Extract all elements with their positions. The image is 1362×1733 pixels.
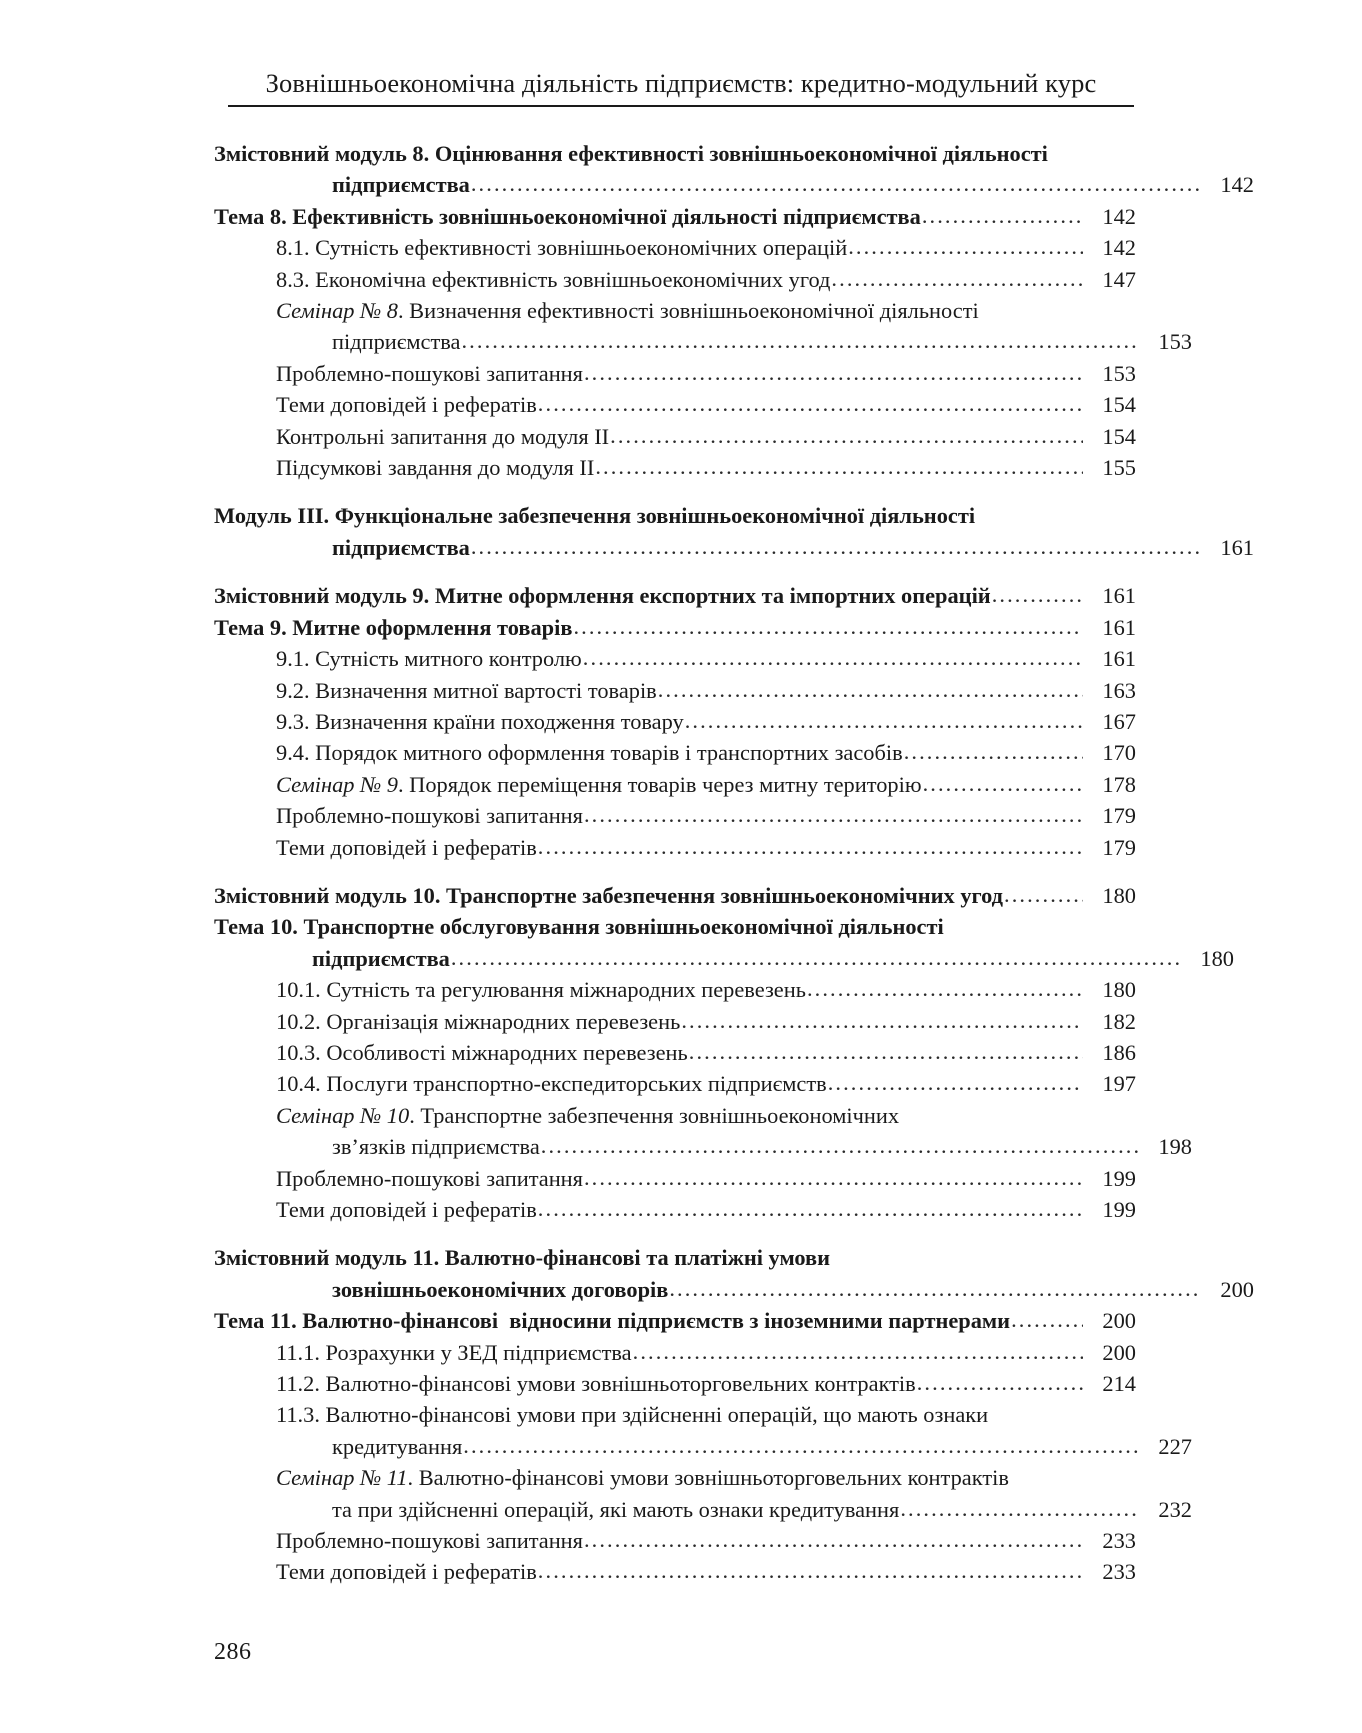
dot-leader	[922, 200, 1083, 231]
table-of-contents	[214, 138, 1254, 1588]
toc-entry-title: Тема 10. Транспортне обслуговування зовнішньоекономічної діяльності	[214, 914, 944, 940]
toc-entry-title	[276, 1462, 1009, 1493]
toc-entry-row	[276, 974, 1136, 1005]
page-folio-number: 286	[214, 1639, 252, 1665]
toc-page-number: 182	[1102, 1008, 1136, 1034]
dot-leader	[900, 1493, 1139, 1524]
header-divider-rule	[228, 105, 1134, 107]
toc-entry-row-continued	[214, 532, 1254, 563]
toc-entry-title-continued: підприємства	[312, 945, 450, 971]
toc-entry[interactable]	[214, 800, 1136, 831]
toc-page-number: 227	[1158, 1433, 1192, 1459]
toc-entry[interactable]	[214, 1006, 1136, 1037]
toc-entry-title: 11.2. Валютно-фінансові умови зовнішньоторговельних контрактів	[276, 1371, 916, 1397]
toc-entry-row-continued	[214, 1274, 1254, 1305]
toc-page-number: 167	[1102, 708, 1136, 734]
toc-entry-row	[276, 1399, 1136, 1430]
seminar-title: . Транспортне забезпечення зовнішньоекономічних	[409, 1102, 900, 1128]
toc-entry-row	[214, 612, 1136, 643]
toc-entry[interactable]	[214, 1525, 1136, 1556]
dot-leader	[584, 1162, 1083, 1193]
toc-entry-title: 10.2. Організація міжнародних перевезень	[276, 1008, 681, 1034]
dot-leader	[573, 611, 1083, 642]
toc-entry-title: Тема 8. Ефективність зовнішньоекономічної діяльності підприємства	[214, 203, 921, 229]
toc-entry-title: Тема 11. Валютно-фінансові відносини підприємств з іноземними партнерами	[214, 1308, 1011, 1334]
dot-leader	[828, 1067, 1083, 1098]
toc-entry-row	[276, 1556, 1136, 1587]
toc-entry-row	[276, 1337, 1136, 1368]
running-header: Зовнішньоекономічна діяльність підприємств: кредитно-модульний курс	[265, 68, 1097, 98]
toc-entry-row	[276, 675, 1136, 706]
toc-entry-title: Тема 9. Митне оформлення товарів	[214, 614, 573, 640]
toc-entry-row-continued	[276, 1494, 1192, 1525]
toc-entry-row	[276, 358, 1136, 389]
toc-entry-row	[276, 232, 1136, 263]
dot-leader	[807, 973, 1083, 1004]
dot-leader	[992, 579, 1083, 610]
toc-entry-title-continued: зв’язків підприємства	[332, 1134, 540, 1160]
toc-page-number: 147	[1102, 266, 1136, 292]
dot-leader	[584, 357, 1083, 388]
toc-entry-title-continued: та при здійсненні операцій, які мають ознаки кредитування	[332, 1496, 900, 1522]
toc-entry[interactable]	[214, 264, 1136, 295]
dot-leader	[917, 1367, 1083, 1398]
toc-entry-title: Модуль III. Функціональне забезпечення зовнішньоекономічної діяльності	[214, 503, 976, 529]
toc-page-number: 186	[1102, 1039, 1136, 1065]
toc-page-number: 153	[1158, 329, 1192, 355]
toc-entry-row	[276, 643, 1136, 674]
toc-entry-row-continued	[214, 943, 1234, 974]
seminar-label: Семінар № 10	[276, 1102, 410, 1128]
toc-entry[interactable]	[214, 1462, 1192, 1525]
toc-page-number: 142	[1102, 235, 1136, 261]
toc-page-number: 155	[1102, 455, 1136, 481]
toc-entry-title-continued: підприємства	[332, 534, 470, 560]
toc-page-number: 179	[1102, 834, 1136, 860]
toc-entry-row	[214, 880, 1136, 911]
seminar-label: Семінар № 11	[276, 1465, 408, 1491]
dot-leader	[461, 325, 1139, 356]
toc-entry-row	[276, 452, 1136, 483]
toc-entry[interactable]	[214, 138, 1254, 201]
toc-page-number: 161	[1102, 646, 1136, 672]
dot-leader	[471, 168, 1201, 199]
toc-entry[interactable]	[214, 358, 1136, 389]
toc-entry[interactable]	[214, 201, 1136, 232]
toc-entry[interactable]	[214, 880, 1136, 911]
toc-page-number: 200	[1220, 1276, 1254, 1302]
dot-leader	[831, 263, 1083, 294]
toc-entry-row	[276, 421, 1136, 452]
toc-entry-title	[276, 769, 922, 800]
toc-entry[interactable]	[214, 580, 1136, 611]
toc-entry-title: 9.2. Визначення митної вартості товарів	[276, 677, 657, 703]
toc-entry[interactable]	[214, 706, 1136, 737]
toc-page-number: 232	[1158, 1496, 1192, 1522]
toc-page-number: 154	[1102, 423, 1136, 449]
dot-leader	[463, 1430, 1139, 1461]
toc-entry-title: Змістовний модуль 9. Митне оформлення експортних та імпортних операцій	[214, 583, 991, 609]
toc-entry-title-continued: підприємства	[332, 172, 470, 198]
toc-entry[interactable]	[214, 1556, 1136, 1587]
toc-group	[214, 1242, 1254, 1587]
toc-entry-title: 11.1. Розрахунки у ЗЕД підприємства	[276, 1339, 632, 1365]
toc-entry-row	[276, 1068, 1136, 1099]
toc-entry[interactable]	[214, 737, 1136, 768]
toc-page-number: 153	[1102, 360, 1136, 386]
toc-entry[interactable]	[214, 1242, 1254, 1305]
dot-leader	[584, 1524, 1083, 1555]
toc-entry-row-continued	[276, 1431, 1192, 1462]
toc-entry-title: Теми доповідей і рефератів	[276, 834, 537, 860]
toc-page-number: 199	[1102, 1165, 1136, 1191]
toc-entry-row	[276, 1525, 1136, 1556]
toc-entry[interactable]	[214, 769, 1136, 800]
dot-leader	[451, 942, 1181, 973]
toc-page-number: 170	[1102, 740, 1136, 766]
toc-entry-row	[214, 911, 1136, 942]
dot-leader	[610, 420, 1083, 451]
toc-entry[interactable]	[214, 1337, 1136, 1368]
toc-entry-row	[276, 737, 1136, 768]
toc-entry[interactable]	[214, 389, 1136, 420]
toc-entry-title: 11.3. Валютно-фінансові умови при здійсненні операцій, що мають ознаки	[276, 1402, 989, 1428]
dot-leader	[689, 1036, 1083, 1067]
toc-page-number: 142	[1220, 172, 1254, 198]
toc-page-number: 178	[1102, 771, 1136, 797]
toc-entry-row	[214, 1242, 1136, 1273]
dot-leader	[584, 799, 1083, 830]
dot-leader	[681, 1005, 1083, 1036]
toc-entry-title: 8.3. Економічна ефективність зовнішньоекономічних угод	[276, 266, 831, 292]
toc-entry-title-continued: підприємства	[332, 329, 461, 355]
toc-entry[interactable]	[214, 500, 1254, 563]
toc-page-number: 200	[1102, 1339, 1136, 1365]
toc-entry-title: 8.1. Сутність ефективності зовнішньоекономічних операцій	[276, 235, 848, 261]
dot-leader	[538, 1193, 1083, 1224]
toc-entry-row-continued	[214, 169, 1254, 200]
dot-leader	[923, 768, 1083, 799]
toc-entry-row	[214, 138, 1136, 169]
toc-page-number: 233	[1102, 1528, 1136, 1554]
toc-entry[interactable]	[214, 1194, 1136, 1225]
toc-entry-row	[276, 389, 1136, 420]
dot-leader	[904, 736, 1083, 767]
toc-entry-row	[214, 201, 1136, 232]
toc-entry-title: Проблемно-пошукові запитання	[276, 360, 583, 386]
toc-entry-title: 10.1. Сутність та регулювання міжнародних перевезень	[276, 977, 806, 1003]
dot-leader	[541, 1130, 1139, 1161]
toc-entry-title: Проблемно-пошукові запитання	[276, 1528, 583, 1554]
toc-entry-title	[276, 295, 979, 326]
toc-entry-title: Проблемно-пошукові запитання	[276, 1165, 583, 1191]
toc-entry-row	[276, 1194, 1136, 1225]
toc-entry-title: 9.3. Визначення країни походження товару	[276, 708, 684, 734]
toc-entry[interactable]	[214, 452, 1136, 483]
toc-page-number: 180	[1200, 945, 1234, 971]
toc-entry-row-continued	[276, 1131, 1192, 1162]
toc-entry-title: Підсумкові завдання до модуля II	[276, 455, 595, 481]
toc-entry-row	[276, 295, 1136, 326]
toc-page-number: 161	[1102, 583, 1136, 609]
toc-entry[interactable]	[214, 911, 1234, 974]
toc-entry-row	[214, 580, 1136, 611]
dot-leader	[658, 674, 1083, 705]
toc-page-number: 142	[1102, 203, 1136, 229]
toc-entry-row	[276, 800, 1136, 831]
dot-leader	[583, 642, 1083, 673]
seminar-title: . Визначення ефективності зовнішньоекономічної діяльності	[397, 298, 979, 324]
seminar-title: . Порядок переміщення товарів через митну територію	[397, 771, 922, 797]
toc-entry-title: 9.1. Сутність митного контролю	[276, 646, 582, 672]
toc-entry-row	[276, 1462, 1136, 1493]
dot-leader	[1011, 1304, 1083, 1335]
toc-entry-row	[214, 1305, 1136, 1336]
toc-page-number: 154	[1102, 392, 1136, 418]
toc-entry[interactable]	[214, 295, 1192, 358]
toc-entry[interactable]	[214, 1399, 1192, 1462]
toc-entry-row	[276, 264, 1136, 295]
toc-page-number: 161	[1102, 614, 1136, 640]
toc-page-number: 199	[1102, 1197, 1136, 1222]
toc-entry[interactable]	[214, 1037, 1136, 1068]
toc-entry-row	[276, 832, 1136, 863]
toc-group	[214, 580, 1136, 863]
toc-entry[interactable]	[214, 421, 1136, 452]
toc-entry-title: Теми доповідей і рефератів	[276, 1559, 537, 1585]
toc-entry[interactable]	[214, 974, 1136, 1005]
dot-leader	[633, 1336, 1083, 1367]
toc-entry-row	[276, 1006, 1136, 1037]
toc-page-number: 180	[1102, 882, 1136, 908]
toc-entry-title: Теми доповідей і рефератів	[276, 1197, 537, 1222]
toc-entry-title	[276, 1100, 899, 1131]
toc-page-number: 180	[1102, 977, 1136, 1003]
toc-entry[interactable]	[214, 1305, 1136, 1336]
toc-entry[interactable]	[214, 232, 1136, 263]
toc-page-number: 161	[1220, 534, 1254, 560]
toc-entry-row	[276, 706, 1136, 737]
toc-entry-title: Змістовний модуль 10. Транспортне забезпечення зовнішньоекономічних угод	[214, 882, 1004, 908]
toc-page-number: 200	[1102, 1308, 1136, 1334]
toc-entry-title-continued: зовнішньоекономічних договорів	[332, 1276, 669, 1302]
toc-page-number: 197	[1102, 1071, 1136, 1097]
toc-entry-row	[276, 1163, 1136, 1194]
toc-entry-title: 9.4. Порядок митного оформлення товарів і транспортних засобів	[276, 740, 903, 766]
toc-entry-title-continued: кредитування	[332, 1433, 463, 1459]
toc-entry-row	[276, 1037, 1136, 1068]
seminar-label: Семінар № 8	[276, 298, 398, 324]
toc-page-number: 233	[1102, 1559, 1136, 1585]
toc-entry[interactable]	[214, 832, 1136, 863]
toc-entry[interactable]	[214, 1100, 1192, 1163]
dot-leader	[685, 705, 1083, 736]
toc-entry[interactable]	[214, 1368, 1136, 1399]
toc-group	[214, 500, 1254, 563]
toc-entry-title: 10.3. Особливості міжнародних перевезень	[276, 1039, 688, 1065]
toc-entry-title: Змістовний модуль 8. Оцінювання ефективності зовнішньоекономічної діяльності	[214, 141, 1048, 166]
toc-entry-row	[276, 769, 1136, 800]
toc-entry-title: Контрольні запитання до модуля II	[276, 423, 610, 449]
seminar-title: . Валютно-фінансові умови зовнішньоторговельних контрактів	[407, 1465, 1009, 1491]
dot-leader	[669, 1273, 1201, 1304]
toc-page-number: 163	[1102, 677, 1136, 703]
dot-leader	[1004, 879, 1083, 910]
toc-group	[214, 138, 1254, 483]
toc-page-number: 198	[1158, 1134, 1192, 1160]
toc-entry[interactable]	[214, 1163, 1136, 1194]
seminar-label: Семінар № 9	[276, 771, 398, 797]
dot-leader	[595, 451, 1083, 482]
toc-entry[interactable]	[214, 612, 1136, 643]
toc-group	[214, 880, 1234, 1225]
toc-page-number: 179	[1102, 803, 1136, 829]
toc-entry-row-continued	[276, 326, 1192, 357]
toc-entry-row	[214, 500, 1136, 531]
dot-leader	[538, 831, 1083, 862]
toc-entry[interactable]	[214, 643, 1136, 674]
toc-entry[interactable]	[214, 1068, 1136, 1099]
dot-leader	[538, 1555, 1083, 1586]
toc-entry-title: Теми доповідей і рефератів	[276, 392, 537, 418]
dot-leader	[471, 531, 1201, 562]
toc-entry-row	[276, 1100, 1136, 1131]
dot-leader	[848, 231, 1083, 262]
toc-entry[interactable]	[214, 675, 1136, 706]
toc-entry-row	[276, 1368, 1136, 1399]
toc-entry-title: 10.4. Послуги транспортно-експедиторських підприємств	[276, 1071, 827, 1097]
dot-leader	[538, 388, 1083, 419]
toc-entry-title: Проблемно-пошукові запитання	[276, 803, 583, 829]
toc-entry-title: Змістовний модуль 11. Валютно-фінансові та платіжні умови	[214, 1245, 831, 1271]
toc-page-number: 214	[1102, 1371, 1136, 1397]
